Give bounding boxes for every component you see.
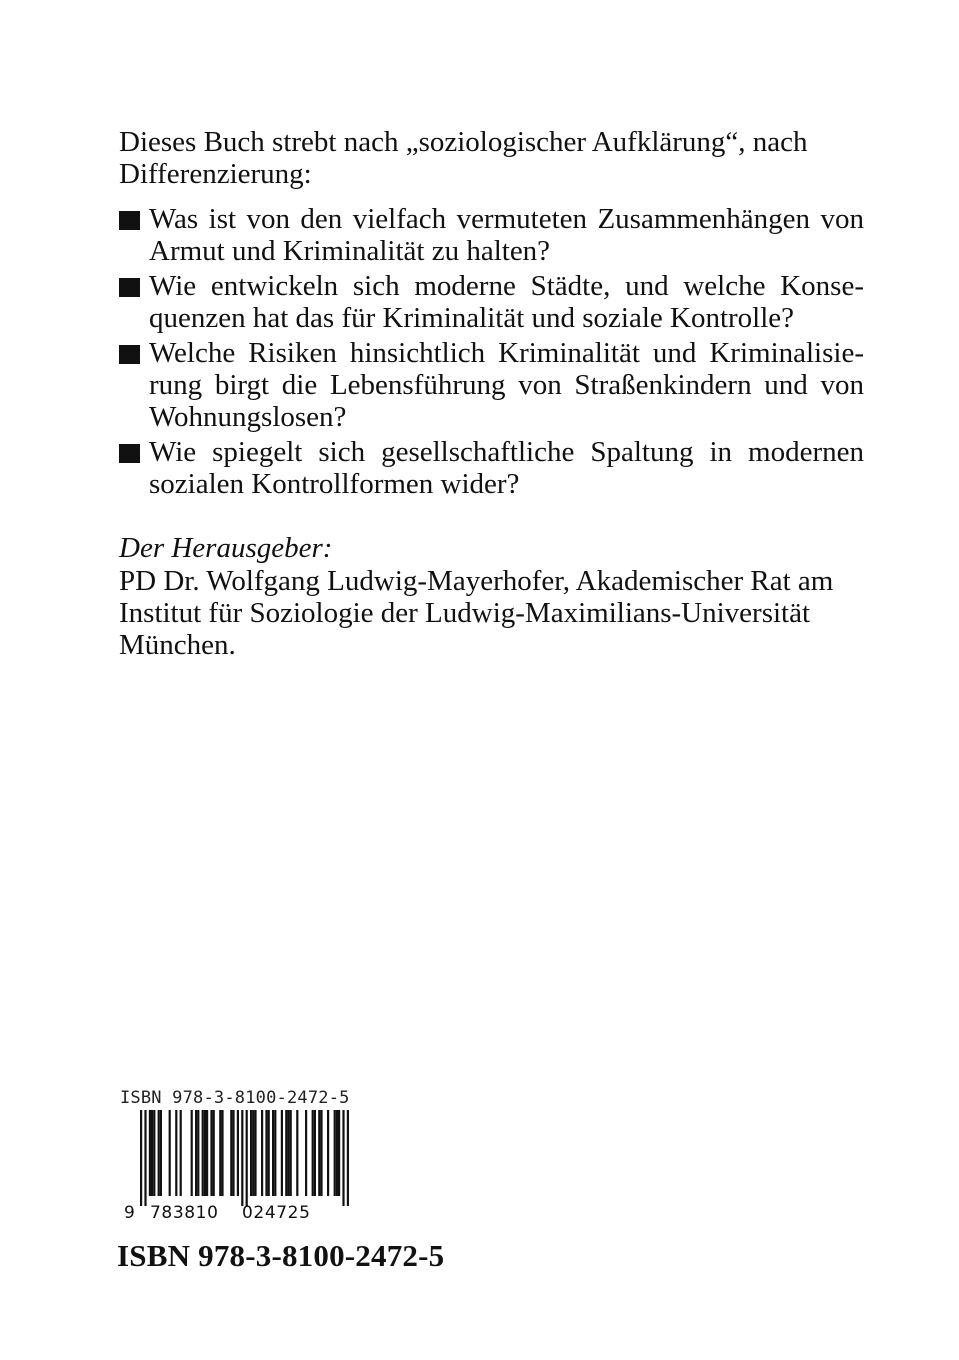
- barcode-bar: [153, 1110, 155, 1196]
- barcode-bar: [314, 1110, 316, 1196]
- barcode-right-digits: 024725: [242, 1203, 311, 1222]
- barcode-bar: [232, 1110, 234, 1196]
- barcode-bar: [160, 1110, 162, 1196]
- barcode-bar: [191, 1110, 193, 1196]
- barcode-bar: [175, 1110, 177, 1196]
- barcode-bar: [268, 1110, 270, 1196]
- barcode-bar: [336, 1110, 338, 1196]
- barcode-bar: [237, 1110, 239, 1196]
- barcode-bar: [219, 1110, 221, 1196]
- barcode-bar: [210, 1110, 212, 1196]
- barcode-bar: [265, 1110, 267, 1196]
- barcode-bar: [312, 1110, 314, 1196]
- question-text: Wie spiegelt sich gesellschaftliche Spaltung in modernen sozialen Kontrollformen wider?: [149, 436, 864, 500]
- barcode-bar: [158, 1110, 160, 1196]
- intro-line-1: Dieses Buch strebt nach „soziologischer Aufklärung“, nach: [119, 126, 808, 158]
- barcode-bar: [204, 1110, 206, 1196]
- bullet-square-icon: [119, 278, 140, 297]
- barcode-bar: [213, 1110, 215, 1196]
- barcode-bar: [202, 1110, 204, 1196]
- editor-line-2: Institut für Soziologie der Ludwig-Maximilians-Universität: [119, 597, 811, 629]
- barcode-bar: [272, 1110, 274, 1196]
- question-list: [119, 203, 864, 503]
- barcode-bar: [151, 1110, 153, 1196]
- barcode-bar: [252, 1110, 254, 1196]
- barcode-graphic: [120, 1110, 350, 1222]
- barcode-bars: [140, 1110, 349, 1206]
- bullet-square-icon: [119, 444, 140, 463]
- question-item: [119, 203, 864, 267]
- question-text: Welche Risiken hinsichtlich Kriminalität und Kriminalisie-rung birgt die Lebensführung von Straßenkindern und von Wohnungslosen?: [149, 337, 864, 433]
- bullet-square-icon: [119, 211, 140, 230]
- barcode: [120, 1088, 370, 1228]
- barcode-bar: [305, 1110, 307, 1196]
- barcode-bar: [327, 1110, 329, 1196]
- editor-line-1: PD Dr. Wolfgang Ludwig-Mayerhofer, Akademischer Rat am: [119, 565, 834, 597]
- question-text: Was ist von den vielfach vermuteten Zusammenhängen von Armut und Kriminalität zu halten?: [149, 203, 864, 267]
- isbn-text: ISBN 978-3-8100-2472-5: [117, 1238, 445, 1273]
- barcode-bar: [254, 1110, 256, 1196]
- editor-heading: Der Herausgeber:: [119, 532, 333, 564]
- barcode-first-digit: 9: [124, 1203, 135, 1222]
- barcode-bar: [197, 1110, 199, 1196]
- intro-text: [119, 126, 849, 190]
- editor-bio: [119, 565, 864, 661]
- barcode-bar: [274, 1110, 276, 1196]
- barcode-bar: [230, 1110, 232, 1196]
- barcode-guard-bar: [246, 1110, 248, 1206]
- barcode-bar: [296, 1110, 298, 1196]
- question-item: [119, 270, 864, 334]
- barcode-bar: [281, 1110, 283, 1196]
- barcode-bar: [195, 1110, 197, 1196]
- intro-line-2: Differenzierung:: [119, 158, 312, 190]
- question-item: [119, 337, 864, 433]
- barcode-bar: [180, 1110, 182, 1196]
- barcode-bar: [261, 1110, 263, 1196]
- barcode-guard-bar: [140, 1110, 142, 1206]
- barcode-bar: [149, 1110, 151, 1196]
- question-text: Wie entwickeln sich moderne Städte, und welche Konse-quenzen hat das für Kriminalität und soziale Kontrolle?: [149, 270, 864, 334]
- barcode-isbn-label: ISBN 978-3-8100-2472-5: [120, 1088, 350, 1108]
- question-item: [119, 436, 864, 500]
- barcode-guard-bar: [241, 1110, 243, 1206]
- barcode-guard-bar: [342, 1110, 344, 1206]
- barcode-bar: [290, 1110, 292, 1196]
- barcode-bar: [206, 1110, 208, 1196]
- barcode-left-digits: 783810: [150, 1203, 219, 1222]
- barcode-guard-bar: [347, 1110, 349, 1206]
- barcode-bar: [287, 1110, 289, 1196]
- editor-line-3: München.: [119, 629, 236, 661]
- barcode-bar: [221, 1110, 223, 1196]
- barcode-guard-bar: [144, 1110, 146, 1206]
- barcode-bar: [250, 1110, 252, 1196]
- barcode-bar: [285, 1110, 287, 1196]
- barcode-bar: [338, 1110, 340, 1196]
- barcode-bar: [318, 1110, 320, 1196]
- bullet-square-icon: [119, 345, 140, 364]
- barcode-bar: [169, 1110, 171, 1196]
- barcode-bar: [334, 1110, 336, 1196]
- barcode-bar: [320, 1110, 322, 1196]
